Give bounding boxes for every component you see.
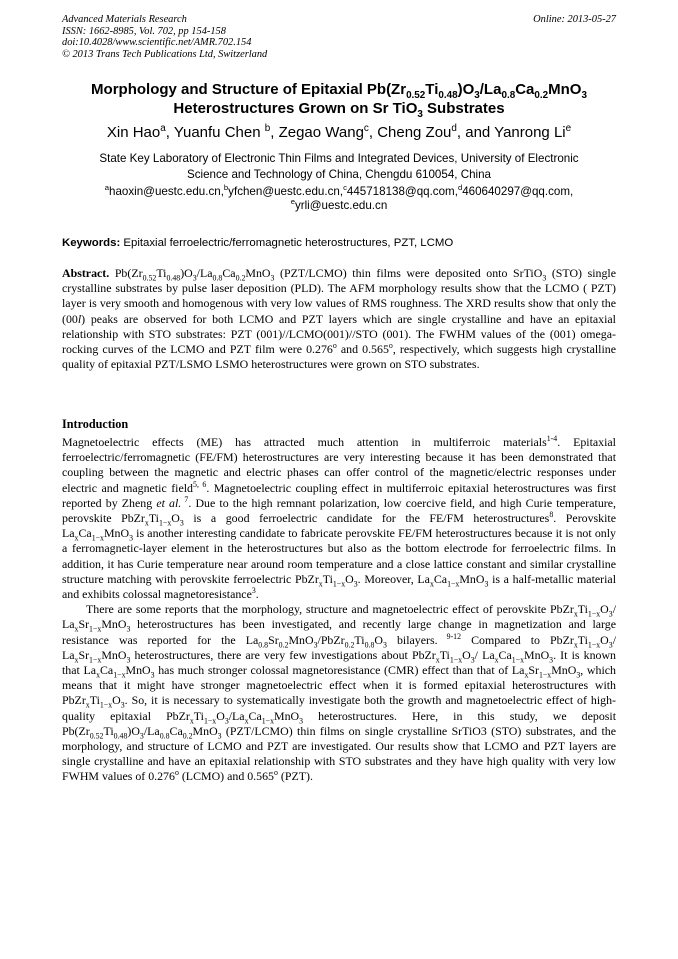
doi-line[interactable]: doi:10.4028/www.scientific.net/AMR.702.154 [62, 37, 252, 49]
intro-paragraph-1: Magnetoelectric effects (ME) has attracted much attention in multiferroic materials$^{1-4}$. Epitaxial ferroelectric/ferromagnetic (FE/FM) heterostructures are very interesting because it has been demonstrated that coupling between the magnetic and electric phases can offer control of the magnetic/electric responses under electric and magnetic field$^{5, 6}$. Magnetoelectric coupling effect in multiferroic epitaxial heterostructures was first reported by Zheng et al. $^7$. Due to the high remnant polarization, low coercive field, and high Curie temperature, perovskite $PbZr_xTi_{1-x}O_3$ is a good ferroelectric candidate for the FE/FM heterostructures$^8$. Perovskite $La_xCa_{1-x}MnO_3$ is another interesting candidate to fabricate perovskite FE/FM heterostructures because it is not only a ferromagnetic-layer element in the heterostructures but also as the bottom electrode for ferroelectric films. In addition, it has Curie temperature near around room temperature and a close lattice constant and similar crystalline structure matching with perovskite ferroelectric $PbZr_xTi_{1-x}O_3$. Moreover, $La_xCa_{1-x}MnO_3$ is a half-metallic material and exhibits colossal magnetoresistance$^3$. [62, 434, 617, 602]
author: Zegao Wang$^c$ [278, 123, 369, 141]
issn-line: ISSN: 1662-8985, Vol. 702, pp 154-158 [62, 25, 226, 37]
author: Cheng Zou$^d$ [377, 123, 457, 141]
intro-paragraph-2: There are some reports that the morphology, structure and magnetoelectric effect of perovskite $PbZr_xTi_{1-x}O_3/$ $La_xSr_{1-x}MnO_3$ heterostructures has been investigated, and recently large change in magnetization and large resistance was reported for the $La_{0.8}Sr_{0.2}MnO_3/PbZr_{0.2}Ti_{0.8}O_3$ bilayers. $^{9-12}$ Compared to $PbZr_xTi_{1-x}O_3/$ $La_xSr_{1-x}MnO_3$ heterostructures, there are very few investigations about $PbZr_xTi_{1-x}O_3/$ $La_xCa_{1-x}MnO_3$. It is known that $La_xCa_{1-x}MnO_3$ has much stronger colossal magnetoresistance (CMR) effect than that of $La_xSr_{1-x}MnO_3$, which means that it might have stronger magnetoelectric effect when it is formed epitaxial heterostructures with $PbZr_xTi_{1-x}O_3$. So, it is necessary to systematically investigate both the growth and magnetoelectric effect of high-quality epitaxial $PbZr_xTi_{1-x}O_3/La_xCa_{1-x}MnO_3$ heterostructures. Here, in this study, we deposit $Pb(Zr_{0.52}Ti_{0.48})O_3/La_{0.8}Ca_{0.2}MnO_3$ (PZT/LCMO) thin films on single crystalline SrTiO3 (STO) substrates, and the morphology, and structure of LCMO and PZT are investigated. Our results show that LCMO and PZT layers are single crystalline and have an epitaxial relationship with STO substrates and they have high quality with very low FWHM values of 0.276$^o$ (LCMO) and 0.565$^o$ (PZT). [62, 602, 616, 784]
section-heading-introduction: Introduction [62, 417, 129, 431]
copyright-line: © 2013 Trans Tech Publications Ltd, Switzerland [62, 48, 268, 60]
journal-name: Advanced Materials Research [62, 14, 187, 25]
email-list: $^a$haoxin@uestc.edu.cn,$^b$yfchen@uestc.edu.cn,$^c$445718138@qq.com,$^d$460640297@qq.com, $^e$yrli@uestc.edu.cn [104, 183, 574, 212]
email-link[interactable]: yfchen@uestc.edu.cn, [228, 185, 344, 198]
title-line-1: Morphology and Structure of Epitaxial $Pb(Zr_{0.52}Ti_{0.48})O_3/La_{0.8}Ca_{0.2}MnO_3$ [91, 81, 587, 101]
email-link[interactable]: 445718138@qq.com, [346, 185, 458, 198]
author-list: Xin Hao$^a$, Yuanfu Chen $^b$, Zegao Wang$^c$, Cheng Zou$^d$, and Yanrong Li$^e$ [106, 123, 572, 141]
title-line-2: Heterostructures Grown on Sr TiO$_3$ Substrates [173, 100, 505, 120]
keywords-text: Epitaxial ferroelectric/ferromagnetic heterostructures, PZT, LCMO [120, 237, 454, 249]
author: Yuanfu Chen $^b$ [173, 123, 271, 141]
introduction-body [62, 435, 616, 785]
email-link[interactable]: haoxin@uestc.edu.cn, [109, 185, 224, 198]
paper-title [62, 80, 616, 118]
abstract-label: Abstract. [62, 266, 110, 280]
author: Xin Hao$^a$ [106, 123, 166, 141]
journal-header [62, 14, 616, 60]
email-link[interactable]: 460640297@qq.com, [462, 185, 574, 198]
author: and Yanrong Li$^e$ [465, 123, 572, 141]
affiliation: State Key Laboratory of Electronic Thin Films and Integrated Devices, University of Electronic Science and Technology of China, Chengdu 610054, China [99, 152, 579, 181]
email-link[interactable]: yrli@uestc.edu.cn [294, 199, 388, 212]
keywords [62, 236, 616, 250]
keywords-label: Keywords: [62, 237, 121, 249]
online-date: Online: 2013-05-27 [533, 14, 616, 25]
abstract: Abstract. $Pb(Zr_{0.52}Ti_{0.48})O_3/La_{0.8}Ca_{0.2}MnO_3$ (PZT/LCMO) thin films were deposited onto SrTiO$_3$ (STO) single crystalline substrates by pulse laser deposition (PLD). The AFM morphology results show that the LCMO ( PZT) layer is very smooth and homogenous with very low values of RMS roughness. The XRD results show that only the (00l) peaks are observed for both LCMO and PZT layers which are single crystalline and have an epitaxial relationship with STO substrates: PZT (001)//LCMO(001)//STO (001). The FWHM values of the (001) omega-rocking curves of the LCMO and PZT film were 0.276$^o$ and 0.565$^o$, respectively, which suggests high crystalline quality of epitaxial PZT/LSMO LSMO heterostructures were grown on STO substrates. [62, 266, 617, 372]
